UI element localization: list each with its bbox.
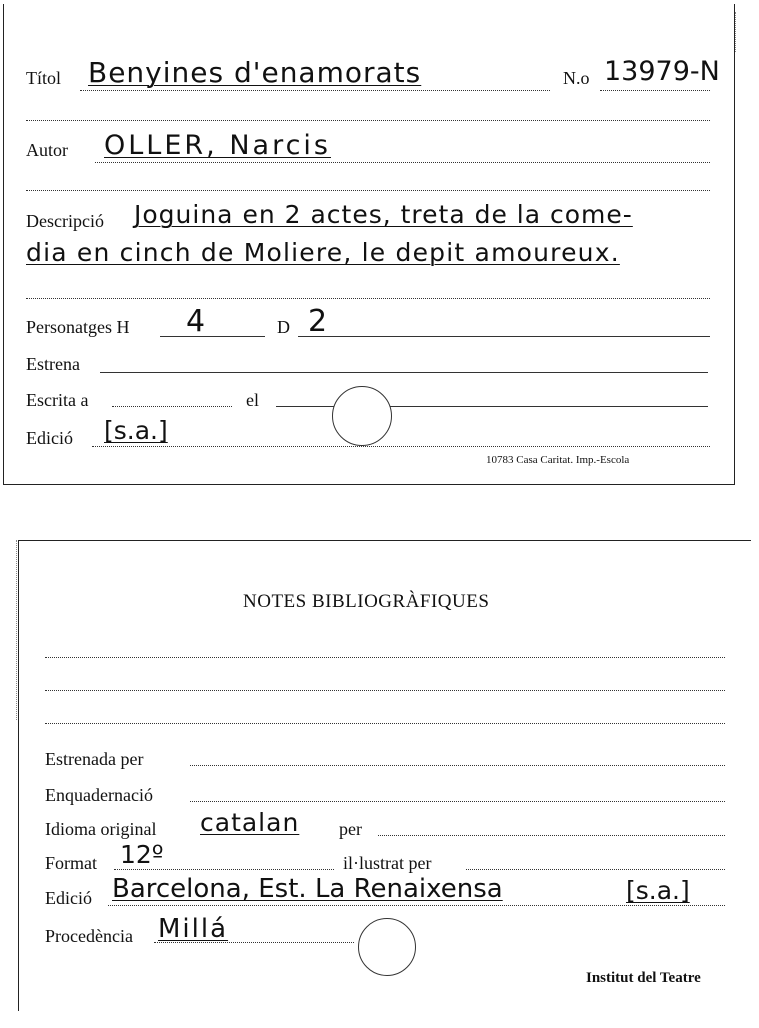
- printer-imprint: 10783 Casa Caritat. Imp.-Escola: [486, 454, 630, 466]
- descripcio-line-1: Joguina en 2 actes, treta de la come-: [134, 200, 633, 229]
- enquadernacio-dotted-line: [190, 801, 725, 802]
- personatges-d-label: D: [277, 317, 290, 337]
- autor-label: Autor: [26, 140, 68, 160]
- numero-label: N.o: [563, 68, 590, 88]
- estrenada-dotted-line: [190, 765, 725, 766]
- estrena-line: [100, 372, 708, 373]
- descripcio-continuation-line: [26, 298, 710, 299]
- autor-continuation-line: [26, 190, 710, 191]
- notes-line-2: [45, 690, 725, 691]
- illustrat-dotted-line: [466, 869, 725, 870]
- illustrat-label: il·lustrat per: [343, 853, 432, 873]
- notes-title: NOTES BIBLIOGRÀFIQUES: [243, 591, 490, 612]
- descripcio-label: Descripció: [26, 211, 104, 231]
- notes-line-3: [45, 723, 725, 724]
- estrena-label: Estrena: [26, 354, 80, 374]
- edicio2-sa-value: [s.a.]: [626, 876, 690, 905]
- procedencia-dotted-line: [154, 942, 354, 943]
- el-label: el: [246, 390, 259, 410]
- enquadernacio-label: Enquadernació: [45, 785, 153, 805]
- institution-imprint: Institut del Teatre: [586, 970, 701, 986]
- edicio-dotted-line: [92, 446, 710, 447]
- idioma-per-dotted-line: [378, 835, 725, 836]
- idioma-label: Idioma original: [45, 819, 157, 839]
- procedencia-label: Procedència: [45, 926, 133, 946]
- edicio-label: Edició: [26, 428, 73, 448]
- scan-noise-left-edge: [2, 540, 17, 720]
- personatges-h-value: 4: [186, 304, 206, 339]
- titol-value: Benyines d'enamorats: [88, 56, 422, 89]
- titol-dotted-line: [80, 90, 550, 91]
- estrenada-label: Estrenada per: [45, 749, 144, 769]
- titol-label: Títol: [26, 68, 61, 88]
- escrita-label: Escrita a: [26, 390, 89, 410]
- personatges-h-line: [160, 336, 265, 337]
- edicio2-dotted-line: [108, 905, 725, 906]
- descripcio-line-2: dia en cinch de Moliere, le depit amoureux.: [26, 238, 620, 267]
- procedencia-value: Millá: [158, 914, 229, 944]
- format-value: 12º: [120, 840, 164, 869]
- punch-hole-back: [358, 918, 416, 976]
- edicio2-value: Barcelona, Est. La Renaixensa: [112, 874, 503, 904]
- autor-value: OLLER, Narcis: [104, 130, 331, 161]
- scan-noise-marks: [735, 12, 754, 52]
- notes-line-1: [45, 657, 725, 658]
- titol-continuation-line: [26, 120, 710, 121]
- format-dotted-line: [114, 869, 334, 870]
- idioma-per-label: per: [339, 819, 362, 839]
- numero-value: 13979-N: [604, 56, 720, 87]
- edicio-value: [s.a.]: [104, 416, 168, 445]
- escrita-dotted-line: [112, 406, 232, 407]
- personatges-d-line: [298, 336, 710, 337]
- edicio2-label: Edició: [45, 888, 92, 908]
- punch-hole: [332, 386, 392, 446]
- numero-dotted-line: [600, 90, 710, 91]
- idioma-value: catalan: [200, 808, 300, 837]
- format-label: Format: [45, 853, 97, 873]
- autor-dotted-line: [95, 162, 710, 163]
- personatges-label: Personatges H: [26, 317, 130, 337]
- personatges-d-value: 2: [308, 304, 328, 339]
